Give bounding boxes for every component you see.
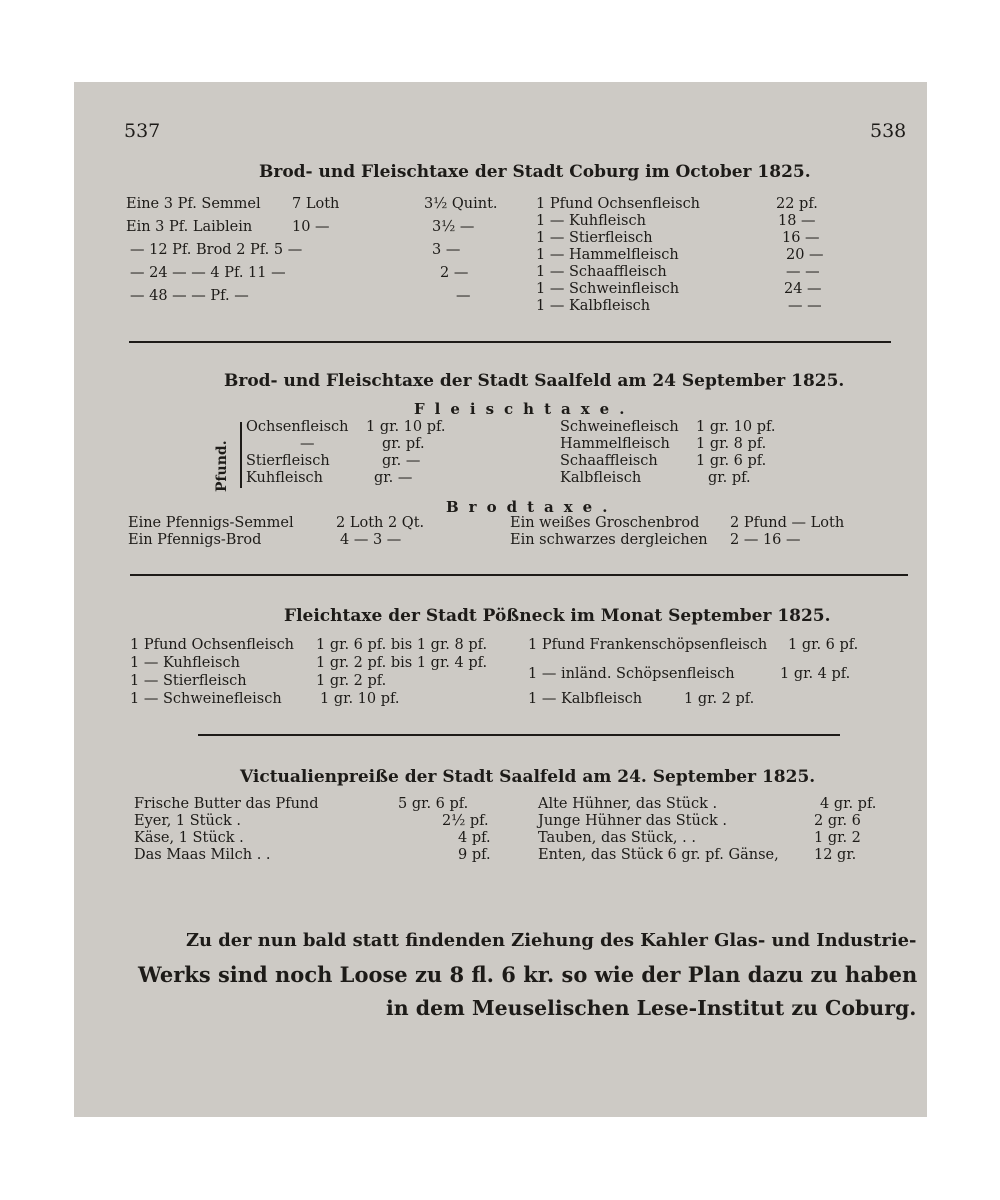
victuals-item: Frische Butter das Pfund	[134, 796, 319, 812]
coburg-bread-row: Ein 3 Pf. Laiblein	[126, 219, 253, 235]
page-number-left: 537	[124, 120, 161, 142]
saalfeld-meat-item: Kuhfleisch	[246, 470, 323, 486]
coburg-meat-item: 1 — Hammelfleisch	[536, 247, 679, 263]
coburg-meat-price: 18 —	[778, 213, 816, 229]
coburg-bread-quint: 3½ Quint.	[424, 196, 498, 212]
victuals-item: Alte Hühner, das Stück .	[538, 796, 718, 812]
victuals-item: Das Maas Milch . .	[134, 847, 271, 863]
victuals-price: 9 pf.	[458, 847, 491, 863]
victuals-price: 4 pf.	[458, 830, 491, 846]
poessneck-item: 1 Pfund Ochsenfleisch	[130, 637, 295, 653]
coburg-bread-quint: 3 —	[432, 242, 461, 258]
saalfeld-bread-item: Ein schwarzes dergleichen	[510, 532, 708, 548]
victuals-price: 2 gr. 6	[814, 813, 861, 829]
victuals-item: Junge Hühner das Stück .	[538, 813, 727, 829]
pfund-label: Pfund.	[214, 440, 230, 492]
poessneck-item: 1 Pfund Frankenschöpsenfleisch	[528, 637, 768, 653]
section-divider	[129, 341, 891, 343]
notice-line-2: Werks sind noch Loose zu 8 fl. 6 kr. so wie der Plan dazu zu haben	[138, 962, 918, 987]
section-divider	[130, 574, 908, 576]
poessneck-item: 1 — inländ. Schöpsenfleisch	[528, 666, 735, 682]
poessneck-price: 1 gr. 2 pf.	[316, 673, 387, 689]
victuals-price: 1 gr. 2	[814, 830, 861, 846]
saalfeld-bread-item: Eine Pfennigs-Semmel	[128, 515, 294, 531]
saalfeld-bread-value: 2 Pfund — Loth	[730, 515, 845, 531]
saalfeld-meat-heading: Fleischtaxe.	[414, 400, 635, 418]
coburg-meat-item: 1 — Stierfleisch	[536, 230, 653, 246]
victuals-price: 12 gr.	[814, 847, 857, 863]
coburg-bread-row: — 48 — — Pf. —	[130, 288, 249, 304]
saalfeld-meat-item: Schweinefleisch	[560, 419, 679, 435]
coburg-bread-weight: 7 Loth	[292, 196, 340, 212]
poessneck-price: 1 gr. 10 pf.	[320, 691, 400, 707]
coburg-meat-item: 1 — Schaaffleisch	[536, 264, 667, 280]
coburg-meat-item: 1 — Kalbfleisch	[536, 298, 651, 314]
victuals-price: 5 gr. 6 pf.	[398, 796, 469, 812]
coburg-bread-quint: 3½ —	[432, 219, 475, 235]
coburg-meat-item: 1 — Kuhfleisch	[536, 213, 646, 229]
coburg-meat-price: 20 —	[786, 247, 824, 263]
pfund-brace	[234, 422, 242, 488]
coburg-meat-item: 1 Pfund Ochsenfleisch	[536, 196, 701, 212]
victuals-item: Eyer, 1 Stück .	[134, 813, 241, 829]
saalfeld-meat-item: Stierfleisch	[246, 453, 330, 469]
victuals-title: Victualienpreiße der Stadt Saalfeld am 24. September 1825.	[240, 767, 816, 787]
coburg-bread-row: — 24 — — 4 Pf. 11 —	[130, 265, 286, 281]
saalfeld-meat-price: 1 gr. 6 pf.	[696, 453, 767, 469]
victuals-item: Enten, das Stück 6 gr. pf. Gänse,	[538, 847, 779, 863]
saalfeld-meat-price: 1 gr. 8 pf.	[696, 436, 767, 452]
poessneck-price: 1 gr. 2 pf.	[684, 691, 755, 707]
saalfeld-meat-item: Hammelfleisch	[560, 436, 670, 452]
victuals-price: 4 gr. pf.	[820, 796, 877, 812]
saalfeld-meat-item: —	[300, 436, 315, 452]
saalfeld-bread-value: 2 — 16 —	[730, 532, 801, 548]
section-divider	[198, 734, 840, 736]
coburg-bread-quint: —	[456, 288, 471, 304]
saalfeld-meat-item: Schaaffleisch	[560, 453, 658, 469]
poessneck-price: 1 gr. 4 pf.	[780, 666, 851, 682]
scanned-page	[74, 82, 927, 1117]
coburg-bread-row: Eine 3 Pf. Semmel	[126, 196, 261, 212]
poessneck-price: 1 gr. 6 pf. bis 1 gr. 8 pf.	[316, 637, 488, 653]
coburg-meat-price: 24 —	[784, 281, 822, 297]
victuals-item: Käse, 1 Stück .	[134, 830, 244, 846]
page-number-right: 538	[870, 120, 907, 142]
saalfeld-meat-price: gr. pf.	[382, 436, 425, 452]
coburg-meat-item: 1 — Schweinfleisch	[536, 281, 680, 297]
saalfeld-bread-item: Ein weißes Groschenbrod	[510, 515, 700, 531]
saalfeld-bread-value: 2 Loth 2 Qt.	[336, 515, 425, 531]
saalfeld-title: Brod- und Fleischtaxe der Stadt Saalfeld am 24 September 1825.	[224, 371, 845, 391]
victuals-item: Tauben, das Stück, . .	[538, 830, 696, 846]
saalfeld-meat-price: gr. pf.	[708, 470, 751, 486]
coburg-meat-price: 22 pf.	[776, 196, 818, 212]
poessneck-item: 1 — Schweinefleisch	[130, 691, 282, 707]
saalfeld-bread-value: 4 — 3 —	[340, 532, 402, 548]
poessneck-title: Fleichtaxe der Stadt Pößneck im Monat September 1825.	[284, 606, 831, 626]
poessneck-item: 1 — Kuhfleisch	[130, 655, 240, 671]
saalfeld-meat-price: gr. —	[382, 453, 421, 469]
coburg-title: Brod- und Fleischtaxe der Stadt Coburg im October 1825.	[259, 162, 811, 182]
coburg-bread-row: — 12 Pf. Brod 2 Pf. 5 —	[130, 242, 303, 258]
poessneck-price: 1 gr. 6 pf.	[788, 637, 859, 653]
notice-line-3: in dem Meuselischen Lese-Institut zu Coburg.	[386, 996, 917, 1020]
victuals-price: 2½ pf.	[442, 813, 489, 829]
coburg-meat-price: — —	[786, 264, 820, 280]
saalfeld-bread-heading: Brodtaxe.	[446, 498, 618, 516]
notice-line-1: Zu der nun bald statt findenden Ziehung des Kahler Glas- und Industrie-	[186, 930, 917, 951]
saalfeld-meat-price: gr. —	[374, 470, 413, 486]
saalfeld-meat-price: 1 gr. 10 pf.	[696, 419, 776, 435]
saalfeld-bread-item: Ein Pfennigs-Brod	[128, 532, 262, 548]
coburg-bread-weight: 10 —	[292, 219, 330, 235]
coburg-meat-price: — —	[788, 298, 822, 314]
poessneck-item: 1 — Stierfleisch	[130, 673, 247, 689]
saalfeld-meat-item: Kalbfleisch	[560, 470, 642, 486]
saalfeld-meat-price: 1 gr. 10 pf.	[366, 419, 446, 435]
coburg-meat-price: 16 —	[782, 230, 820, 246]
coburg-bread-quint: 2 —	[440, 265, 469, 281]
poessneck-item: 1 — Kalbfleisch	[528, 691, 643, 707]
poessneck-price: 1 gr. 2 pf. bis 1 gr. 4 pf.	[316, 655, 488, 671]
saalfeld-meat-item: Ochsenfleisch	[246, 419, 349, 435]
